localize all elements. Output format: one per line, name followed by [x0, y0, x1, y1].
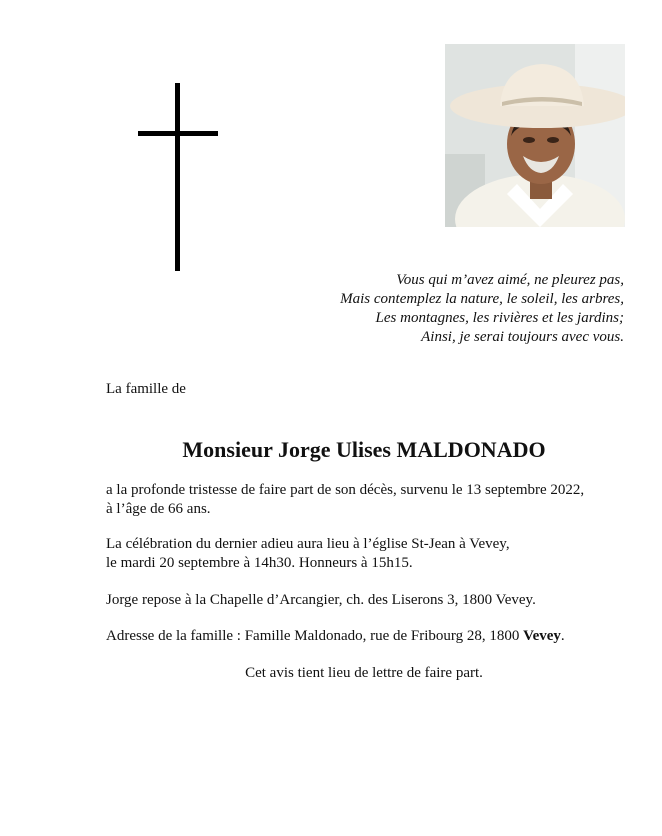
cross-vertical-bar: [175, 83, 180, 271]
ceremony-line: La célébration du dernier adieu aura lieu à l’église St-Jean à Vevey,: [106, 536, 510, 552]
family-address-city: Vevey: [523, 628, 561, 644]
poem-line: Ainsi, je serai toujours avec vous.: [421, 329, 624, 345]
announcement-line: a la profonde tristesse de faire part de son décès, survenu le 13 septembre 2022,: [106, 482, 585, 498]
cross-horizontal-bar: [138, 131, 218, 136]
poem-line: Vous qui m’avez aimé, ne pleurez pas,: [396, 272, 624, 288]
memorial-poem: [284, 271, 624, 347]
ceremony-paragraph: [106, 535, 636, 573]
deceased-name: Monsieur Jorge Ulises MALDONADO: [182, 437, 546, 462]
poem-line: Mais contemplez la nature, le soleil, les arbres,: [340, 291, 624, 307]
family-address-paragraph: [106, 627, 636, 646]
cross-icon: [138, 83, 218, 271]
ceremony-line: le mardi 20 septembre à 14h30. Honneurs à 15h15.: [106, 555, 413, 571]
intro-text: La famille de: [106, 381, 186, 397]
family-address-line: [106, 627, 636, 646]
family-address-text: Adresse de la famille : Famille Maldonado, rue de Fribourg 28, 1800: [106, 628, 524, 644]
portrait-photo: [445, 44, 625, 227]
poem-line: Les montagnes, les rivières et les jardins;: [375, 310, 624, 326]
announcement-paragraph: [106, 481, 636, 519]
family-address-period: .: [560, 628, 565, 644]
portrait-illustration: [445, 44, 625, 227]
resting-place-line: Jorge repose à la Chapelle d’Arcangier, ch. des Liserons 3, 1800 Vevey.: [106, 592, 536, 608]
closing-note: Cet avis tient lieu de lettre de faire part.: [245, 665, 483, 681]
announcement-line: à l’âge de 66 ans.: [106, 501, 211, 517]
resting-place-paragraph: [106, 591, 636, 610]
